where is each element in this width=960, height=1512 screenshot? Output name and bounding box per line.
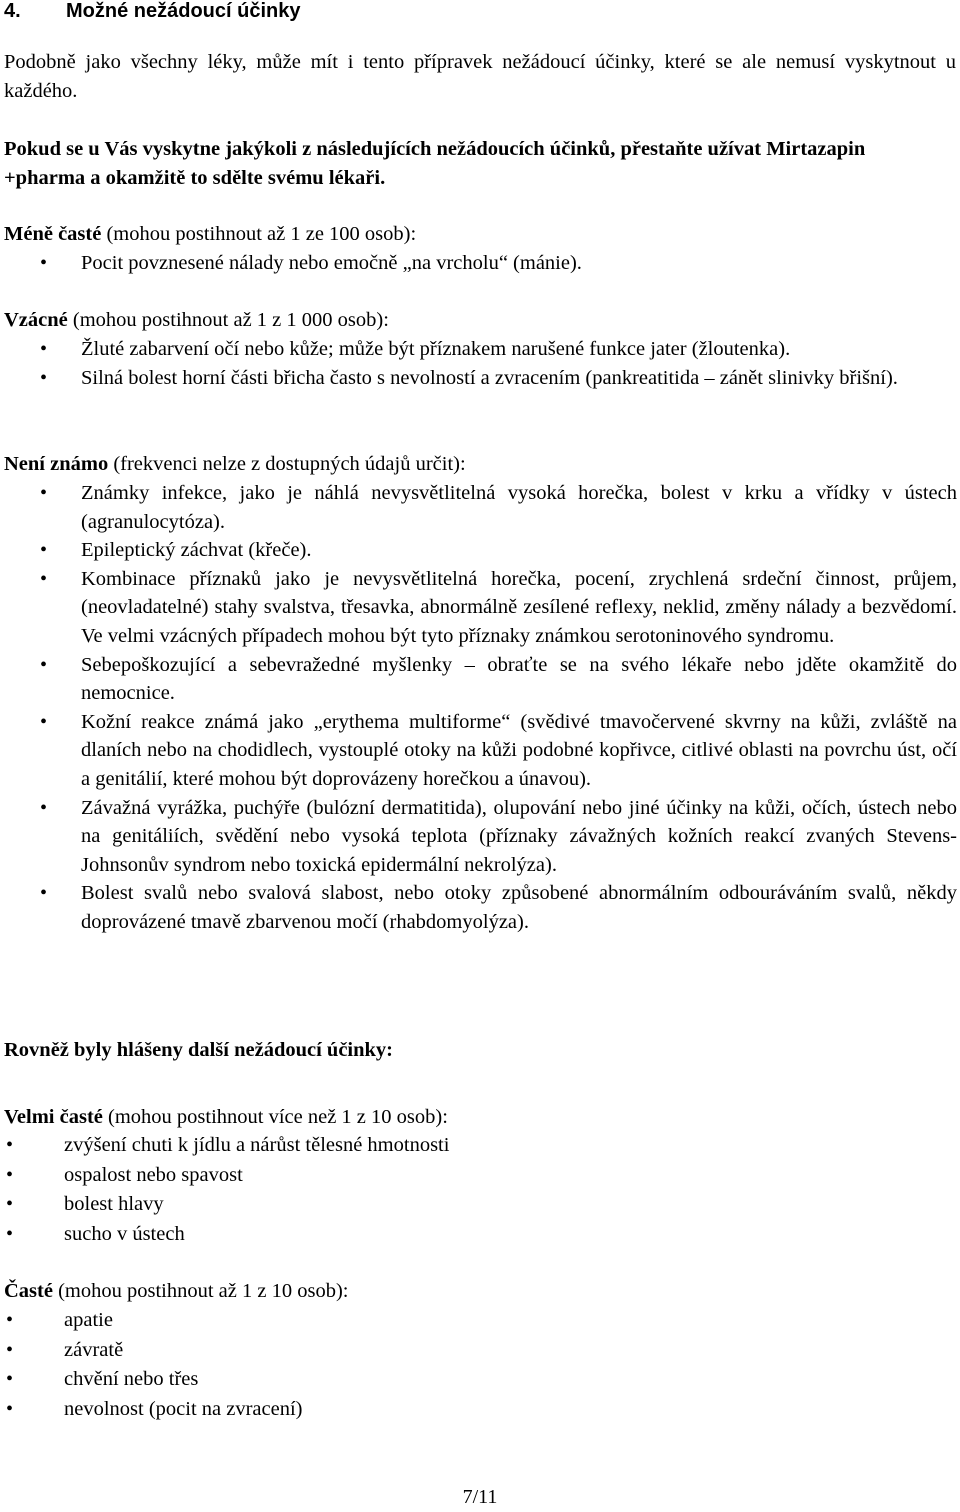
bullet-icon: • xyxy=(6,1222,14,1245)
bullet-icon: • xyxy=(40,710,48,733)
list-item: • Kombinace příznaků jako je nevysvětlitelná horečka, pocení, zrychlená srdeční činnost, průjem, (neovladatelné) stahy svalstva, třesavka, abnormálně zesílené reflexy, neklid, změny nálady a bezvědomí. Ve velmi vzácných případech mohou být tyto příznaky známkou serotoninového syndromu. xyxy=(81,565,957,651)
bullet-icon: • xyxy=(6,1309,14,1331)
list-item: • Sebepoškozující a sebevražedné myšlenky – obraťte se na svého lékaře nebo jděte okamžitě do nemocnice. xyxy=(81,651,957,708)
list-item: • Epileptický záchvat (křeče). xyxy=(81,536,957,565)
rare-heading xyxy=(4,306,956,335)
section-heading xyxy=(4,0,300,25)
very-common-frequency: (mohou postihnout více než 1 z 10 osob): xyxy=(102,1106,448,1128)
list-item: • chvění nebo třes xyxy=(64,1365,956,1395)
bullet-icon: • xyxy=(40,252,48,274)
rare-label: Vzácné xyxy=(4,309,68,331)
common-frequency: (mohou postihnout až 1 z 10 osob): xyxy=(52,1280,349,1302)
unknown-list xyxy=(40,479,957,937)
list-item: • bolest hlavy xyxy=(64,1190,956,1220)
list-item: • zvýšení chuti k jídlu a nárůst tělesné hmotnosti xyxy=(64,1131,956,1161)
list-item: • Pocit povznesené nálady nebo emočně „na vrcholu“ (mánie). xyxy=(81,249,957,278)
uncommon-list xyxy=(40,249,957,278)
section-title: Možné nežádoucí účinky xyxy=(66,0,301,22)
uncommon-heading xyxy=(4,220,956,249)
bullet-icon: • xyxy=(6,1368,14,1391)
list-item: • Silná bolest horní části břicha často s nevolností a zvracením (pankreatitida – zánět slinivky břišní). xyxy=(81,364,957,393)
very-common-label: Velmi časté xyxy=(4,1106,103,1128)
warning-paragraph: Pokud se u Vás vyskytne jakýkoli z následujících nežádoucích účinků, přestaňte užívat Mirtazapin +pharma a okamžitě to sdělte svému lékaři. xyxy=(4,138,866,189)
bullet-icon: • xyxy=(40,796,48,819)
unknown-heading xyxy=(4,450,956,479)
uncommon-frequency: (mohou postihnout až 1 ze 100 osob): xyxy=(101,223,417,245)
other-effects-heading: Rovněž byly hlášeny další nežádoucí účinky: xyxy=(4,1039,393,1061)
list-item: • Známky infekce, jako je náhlá nevysvětlitelná vysoká horečka, bolest v krku a vřídky v ústech (agranulocytóza). xyxy=(81,479,957,536)
bullet-icon: • xyxy=(6,1338,14,1361)
unknown-frequency: (frekvenci nelze z dostupných údajů určit): xyxy=(108,453,466,475)
rare-frequency: (mohou postihnout až 1 z 1 000 osob): xyxy=(67,309,389,331)
rare-list xyxy=(40,335,957,392)
unknown-label: Není známo xyxy=(4,453,109,475)
bullet-icon: • xyxy=(6,1134,14,1156)
list-item: • sucho v ústech xyxy=(64,1220,956,1250)
bullet-icon: • xyxy=(40,338,48,360)
list-item: • ospalost nebo spavost xyxy=(64,1161,956,1191)
common-list xyxy=(6,1306,956,1424)
list-item: • Bolest svalů nebo svalová slabost, nebo otoky způsobené abnormálním odbouráváním svalů, někdy doprovázené tmavě zbarvenou močí (rhabdomyolýza). xyxy=(81,879,957,936)
bullet-icon: • xyxy=(40,653,48,676)
list-item: • nevolnost (pocit na zvracení) xyxy=(64,1395,956,1425)
bullet-icon: • xyxy=(40,882,48,905)
uncommon-label: Méně časté xyxy=(4,223,102,245)
intro-paragraph: Podobně jako všechny léky, může mít i tento přípravek nežádoucí účinky, které se ale nemusí vyskytnout u každého. xyxy=(4,51,956,102)
list-item: • závratě xyxy=(64,1336,956,1366)
bullet-icon: • xyxy=(6,1397,14,1420)
bullet-icon: • xyxy=(40,567,48,590)
list-item: • apatie xyxy=(64,1306,956,1336)
list-item: • Žluté zabarvení očí nebo kůže; může být příznakem narušené funkce jater (žloutenka). xyxy=(81,335,957,364)
bullet-icon: • xyxy=(6,1193,14,1216)
common-heading xyxy=(4,1277,956,1306)
list-item: • Kožní reakce známá jako „erythema multiforme“ (svědivé tmavočervené skvrny na kůži, zvláště na dlaních nebo na chodidlech, vystouplé otoky na kůži podobné kopřivce, citlivé oblasti na povrchu úst, očí a genitálií, které mohou být doprovázeny horečkou a únavou). xyxy=(81,708,957,794)
page-number: 7/11 xyxy=(462,1486,498,1508)
list-item: • Závažná vyrážka, puchýře (bulózní dermatitida), olupování nebo jiné účinky na kůži, očích, ústech nebo na genitáliích, svědění nebo vysoká teplota (příznaky závažných kožních reakcí zvaných Stevens-Johnsonův syndrom nebo toxická epidermální nekrolýza). xyxy=(81,794,957,880)
bullet-icon: • xyxy=(40,366,48,389)
section-number: 4. xyxy=(4,0,21,22)
bullet-icon: • xyxy=(6,1163,14,1186)
bullet-icon: • xyxy=(40,539,48,562)
very-common-list xyxy=(6,1131,956,1249)
common-label: Časté xyxy=(4,1280,53,1302)
very-common-heading xyxy=(4,1103,956,1132)
bullet-icon: • xyxy=(40,482,48,504)
